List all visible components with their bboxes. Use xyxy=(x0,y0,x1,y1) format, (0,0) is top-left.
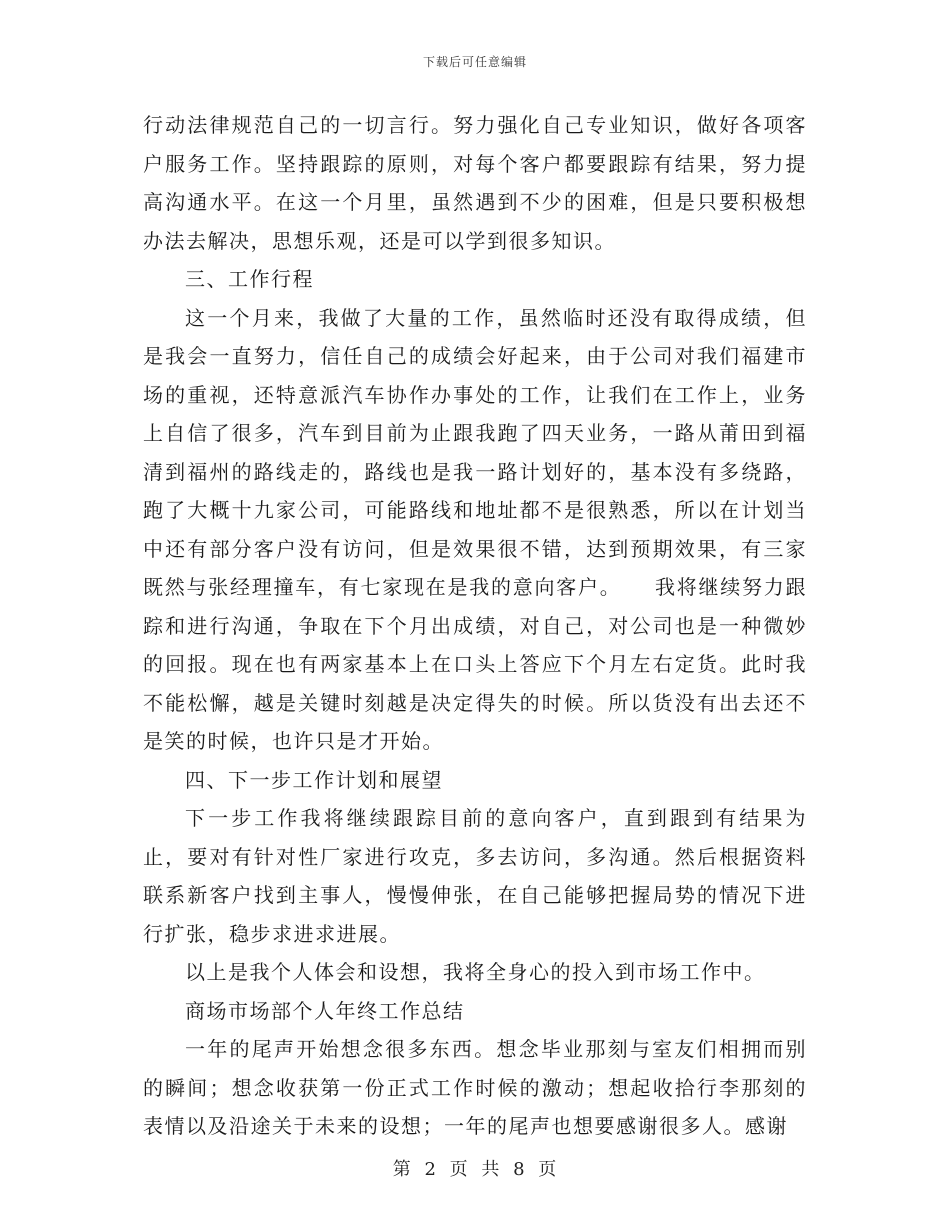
page-header: 下载后可任意编辑 xyxy=(422,55,527,69)
document-title-line: 商场市场部个人年终工作总结 xyxy=(185,998,465,1023)
page-footer: 第 2 页 共 8 页 xyxy=(392,1159,558,1180)
paragraph-year-end: 一年的尾声开始想念很多东西。想念毕业那刻与室友们相拥而别的瞬间；想念收获第一份正式工作时候的激动；想起收拾行李那刻的表情以及沿途关于未来的设想；一年的尾声也想要感谢很多人。感谢 xyxy=(143,1037,807,1138)
paragraph-1: 行动法律规范自己的一切言行。努力强化自己专业知识，做好各项客户服务工作。坚持跟踪的原则，对每个客户都要跟踪有结果，努力提高沟通水平。在这一个月里，虽然遇到不少的困难，但是只要积极想办法去解决，思想乐观，还是可以学到很多知识。 xyxy=(143,113,807,253)
document-body xyxy=(143,106,807,1146)
section-heading-3: 三、工作行程 xyxy=(185,267,314,291)
paragraph-work-progress: 这一个月来，我做了大量的工作，虽然临时还没有取得成绩，但是我会一直努力，信任自己的成绩会好起来，由于公司对我们福建市场的重视，还特意派汽车协作办事处的工作，让我们在工作上，业务上自信了很多，汽车到目前为止跟我跑了四天业务，一路从莆田到福清到福州的路线走的，路线也是我一路计划好的，基本没有多绕路，跑了大概十九家公司，可能路线和地址都不是很熟悉，所以在计划当中还有部分客户没有访问，但是效果很不错，达到预期效果，有三家既然与张经理撞车，有七家现在是我的意向客户。 我将继续努力跟踪和进行沟通，争取在下个月出成绩，对自己，对公司也是一种微妙的回报。现在也有两家基本上在口头上答应下个月左右定货。此时我不能松懈，越是关键时刻越是决定得失的时候。所以货没有出去还不是笑的时候，也许只是才开始。 xyxy=(143,305,807,753)
paragraph-summary-line: 以上是我个人体会和设想，我将全身心的投入到市场工作中。 xyxy=(185,960,766,984)
section-heading-4: 四、下一步工作计划和展望 xyxy=(185,767,443,792)
paragraph-next-plan: 下一步工作我将继续跟踪目前的意向客户，直到跟到有结果为止，要对有针对性厂家进行攻克，多去访问，多沟通。然后根据资料联系新客户找到主事人，慢慢伸张，在自己能够把握局势的情况下进行扩张，稳步求进求进展。 xyxy=(143,806,807,946)
